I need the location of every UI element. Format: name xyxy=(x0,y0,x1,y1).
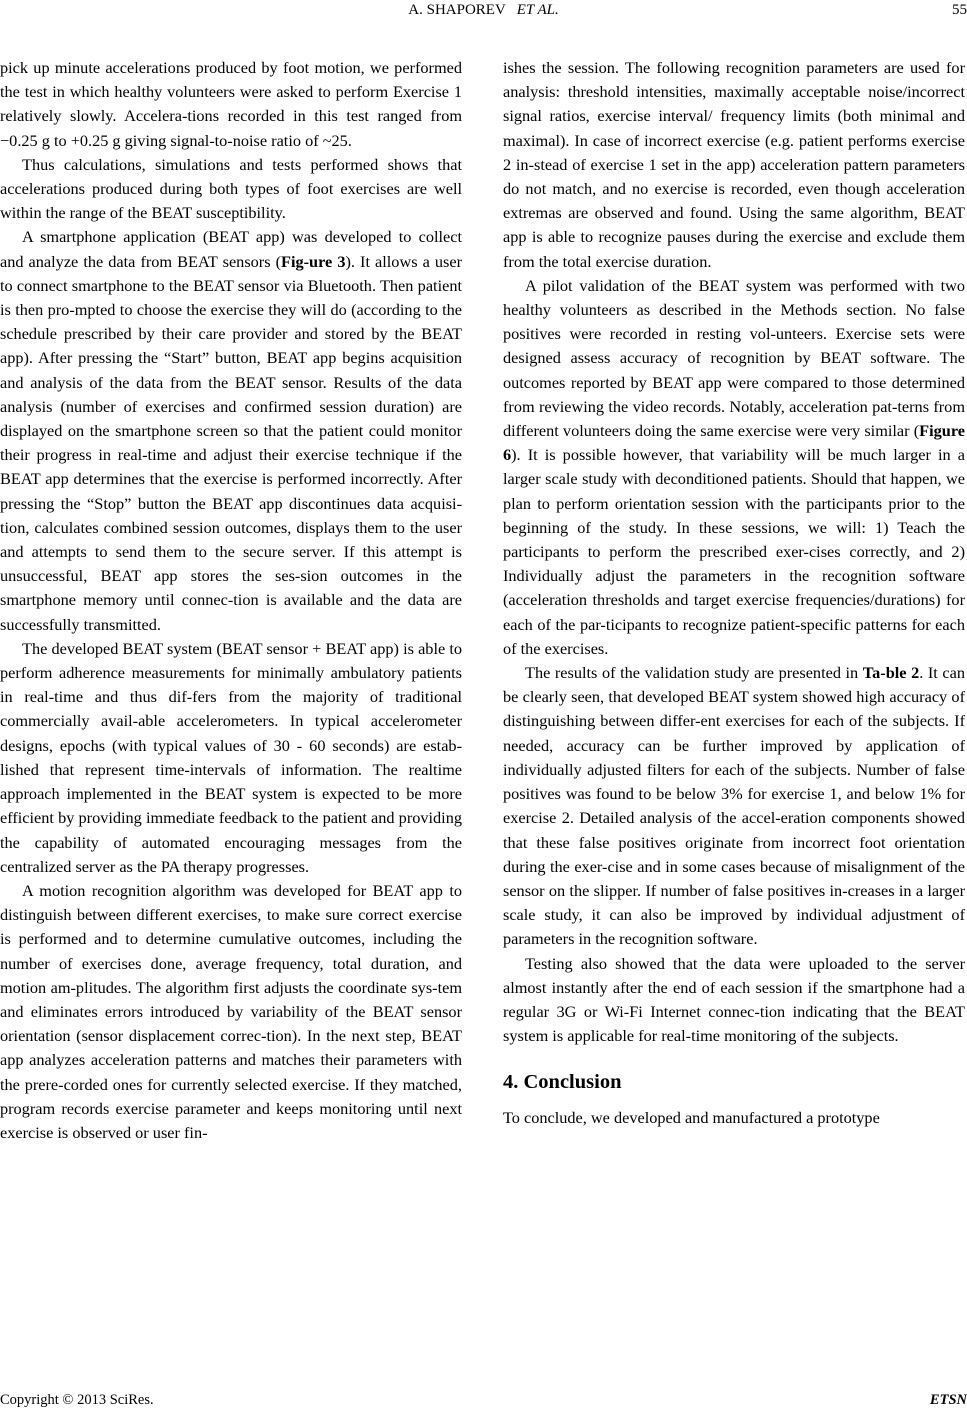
left-column xyxy=(0,56,462,1145)
section-heading-conclusion: 4. Conclusion xyxy=(503,1071,622,1094)
running-header xyxy=(0,2,967,24)
left-paragraph-4: The developed BEAT system (BEAT sensor + BEAT app) is able to perform adherence measurements for minimally ambulatory patients in real-time and thus dif-fers from the majority of traditional commercially avail-able accelerometers. In typical accelerometer designs, epochs (with typical values of 30 - 60 seconds) are estab-lished that represent time-intervals of information. The realtime approach implemented in the BEAT system is expected to be more efficient by providing immediate feedback to the patient and providing the capability of automated encouraging messages from the centralized server as the PA therapy progresses. xyxy=(0,638,462,876)
left-paragraph-3-text-a: A smartphone application (BEAT app) was developed to collect and analyze the data from BEAT sensors ( xyxy=(0,227,462,271)
conclusion-paragraph: To conclude, we developed and manufactured a prototype xyxy=(503,1108,880,1128)
figure-6-reference: Figure 6 xyxy=(503,421,965,465)
right-paragraph-3-text-b: . It can be clearly seen, that developed BEAT system showed high accuracy of distinguishing between differ-ent exercises for each of the subjects. If needed, accuracy can be further improved by application of individually adjusted filters for each of the subjects. Number of false positives was found to be below 3% for exercise 1, and below 1% for exercise 2. Detailed analysis of the accel-eration components showed that these false positives originate from incorrect foot orientation during the exer-cise and in some cases because of misalignment of the sensor on the slipper. If number of false positives in-creases in a larger scale study, it can also be improved by individual adjustment of parameters in the recognition software. xyxy=(503,663,965,949)
right-paragraph-3 xyxy=(503,661,965,951)
left-paragraph-5: A motion recognition algorithm was developed for BEAT app to distinguish between different exercises, to make sure correct exercise is performed and to determine cumulative outcomes, including the number of exercises done, average frequency, total duration, and motion am-plitudes. The algorithm first adjusts the coordinate sys-tem and eliminates errors introduced by variability of the BEAT sensor orientation (sensor displacement correc-tion). In the next step, BEAT app analyzes acceleration patterns and matches their parameters with the prere-corded ones for currently selected exercise. If they matched, program records exercise parameter and keeps monitoring until next exercise is observed or user fin- xyxy=(0,880,462,1142)
right-paragraph-1: ishes the session. The following recognition parameters are used for analysis: threshold intensities, maximally acceptable noise/incorrect signal ratios, exercise interval/ frequency limits (both minimal and maximal). In case of incorrect exercise (e.g. patient performs exercise 2 in-stead of exercise 1 set in the app) acceleration pattern parameters do not match, and no exercise is recorded, even though acceleration extremas are observed and found. Using the same algorithm, BEAT app is able to recognize pauses during the exercise and exclude them from the total exercise duration. xyxy=(503,58,965,271)
left-paragraph-1: pick up minute accelerations produced by foot motion, we performed the test in which healthy volunteers were asked to perform Exercise 1 relatively slowly. Accelera-tions recorded in this test ranged from −0.25 g to +0.25 g giving signal-to-noise ratio of ~25. xyxy=(0,58,462,150)
header-authors-main: A. SHAPOREV xyxy=(408,2,506,18)
left-paragraph-2: Thus calculations, simulations and tests performed shows that accelerations produced during both types of foot exercises are well within the range of the BEAT susceptibility. xyxy=(0,154,462,223)
right-paragraph-2-text-a: A pilot validation of the BEAT system was performed with two healthy volunteers as described in the Methods section. No false positives were recorded in resting vol-unteers. Exercise sets were designed assess accuracy of recognition by BEAT software. The outcomes reported by BEAT app were compared to those determined from reviewing the video records. Notably, acceleration pat-terns from different volunteers doing the same exercise were very similar ( xyxy=(503,275,965,441)
right-column xyxy=(503,56,965,1131)
left-paragraph-3 xyxy=(0,225,462,636)
copyright-notice: Copyright © 2013 SciRes. xyxy=(0,1392,154,1408)
journal-abbreviation: ETSN xyxy=(929,1392,967,1408)
figure-3-reference: Fig-ure 3 xyxy=(281,251,346,271)
right-paragraph-3-text-a: The results of the validation study are presented in xyxy=(525,663,863,683)
right-paragraph-4: Testing also showed that the data were uploaded to the server almost instantly after the end of each session if the smartphone had a regular 3G or Wi-Fi Internet connec-tion indicating that the BEAT system is applicable for real-time monitoring of the subjects. xyxy=(503,953,965,1046)
right-paragraph-2 xyxy=(503,274,965,661)
table-2-reference: Ta-ble 2 xyxy=(862,663,920,683)
header-authors-etal: ET AL. xyxy=(516,2,559,18)
page-number: 55 xyxy=(952,2,967,18)
left-paragraph-3-text-b: ). It allows a user to connect smartphone to the BEAT sensor via Bluetooth. Then patient is then pro-mpted to choose the exercise they will do (according to the schedule prescribed by their care provider and stored by the BEAT app). After pressing the “Start” button, BEAT app begins acquisition and analysis of the data from the BEAT sensor. Results of the data analysis (number of exercises and confirmed session duration) are displayed on the smartphone screen so that the patient could monitor their progress in real-time and adjust their exercise technique if the BEAT app determines that the exercise is performed incorrectly. After pressing the “Stop” button the BEAT app discontinues data acquisi-tion, calculates combined session outcomes, displays them to the user and attempts to send them to the secure server. If this attempt is unsuccessful, BEAT app stores the ses-sion outcomes in the smartphone memory until connec-tion is available and the data are successfully transmitted. xyxy=(0,251,462,634)
running-header-authors xyxy=(0,2,967,19)
right-paragraph-2-text-b: ). It is possible however, that variability will be much larger in a larger scale study with deconditioned patients. Should that happen, we plan to perform orientation session with the participants prior to the beginning of the study. In these sessions, we will: 1) Teach the participants to perform the prescribed exer-cises correctly, and 2) Individually adjust the parameters in the recognition software (acceleration thresholds and target exercise frequencies/durations) for each of the par-ticipants to recognize patient-specific patterns for each of the exercises. xyxy=(503,445,965,658)
